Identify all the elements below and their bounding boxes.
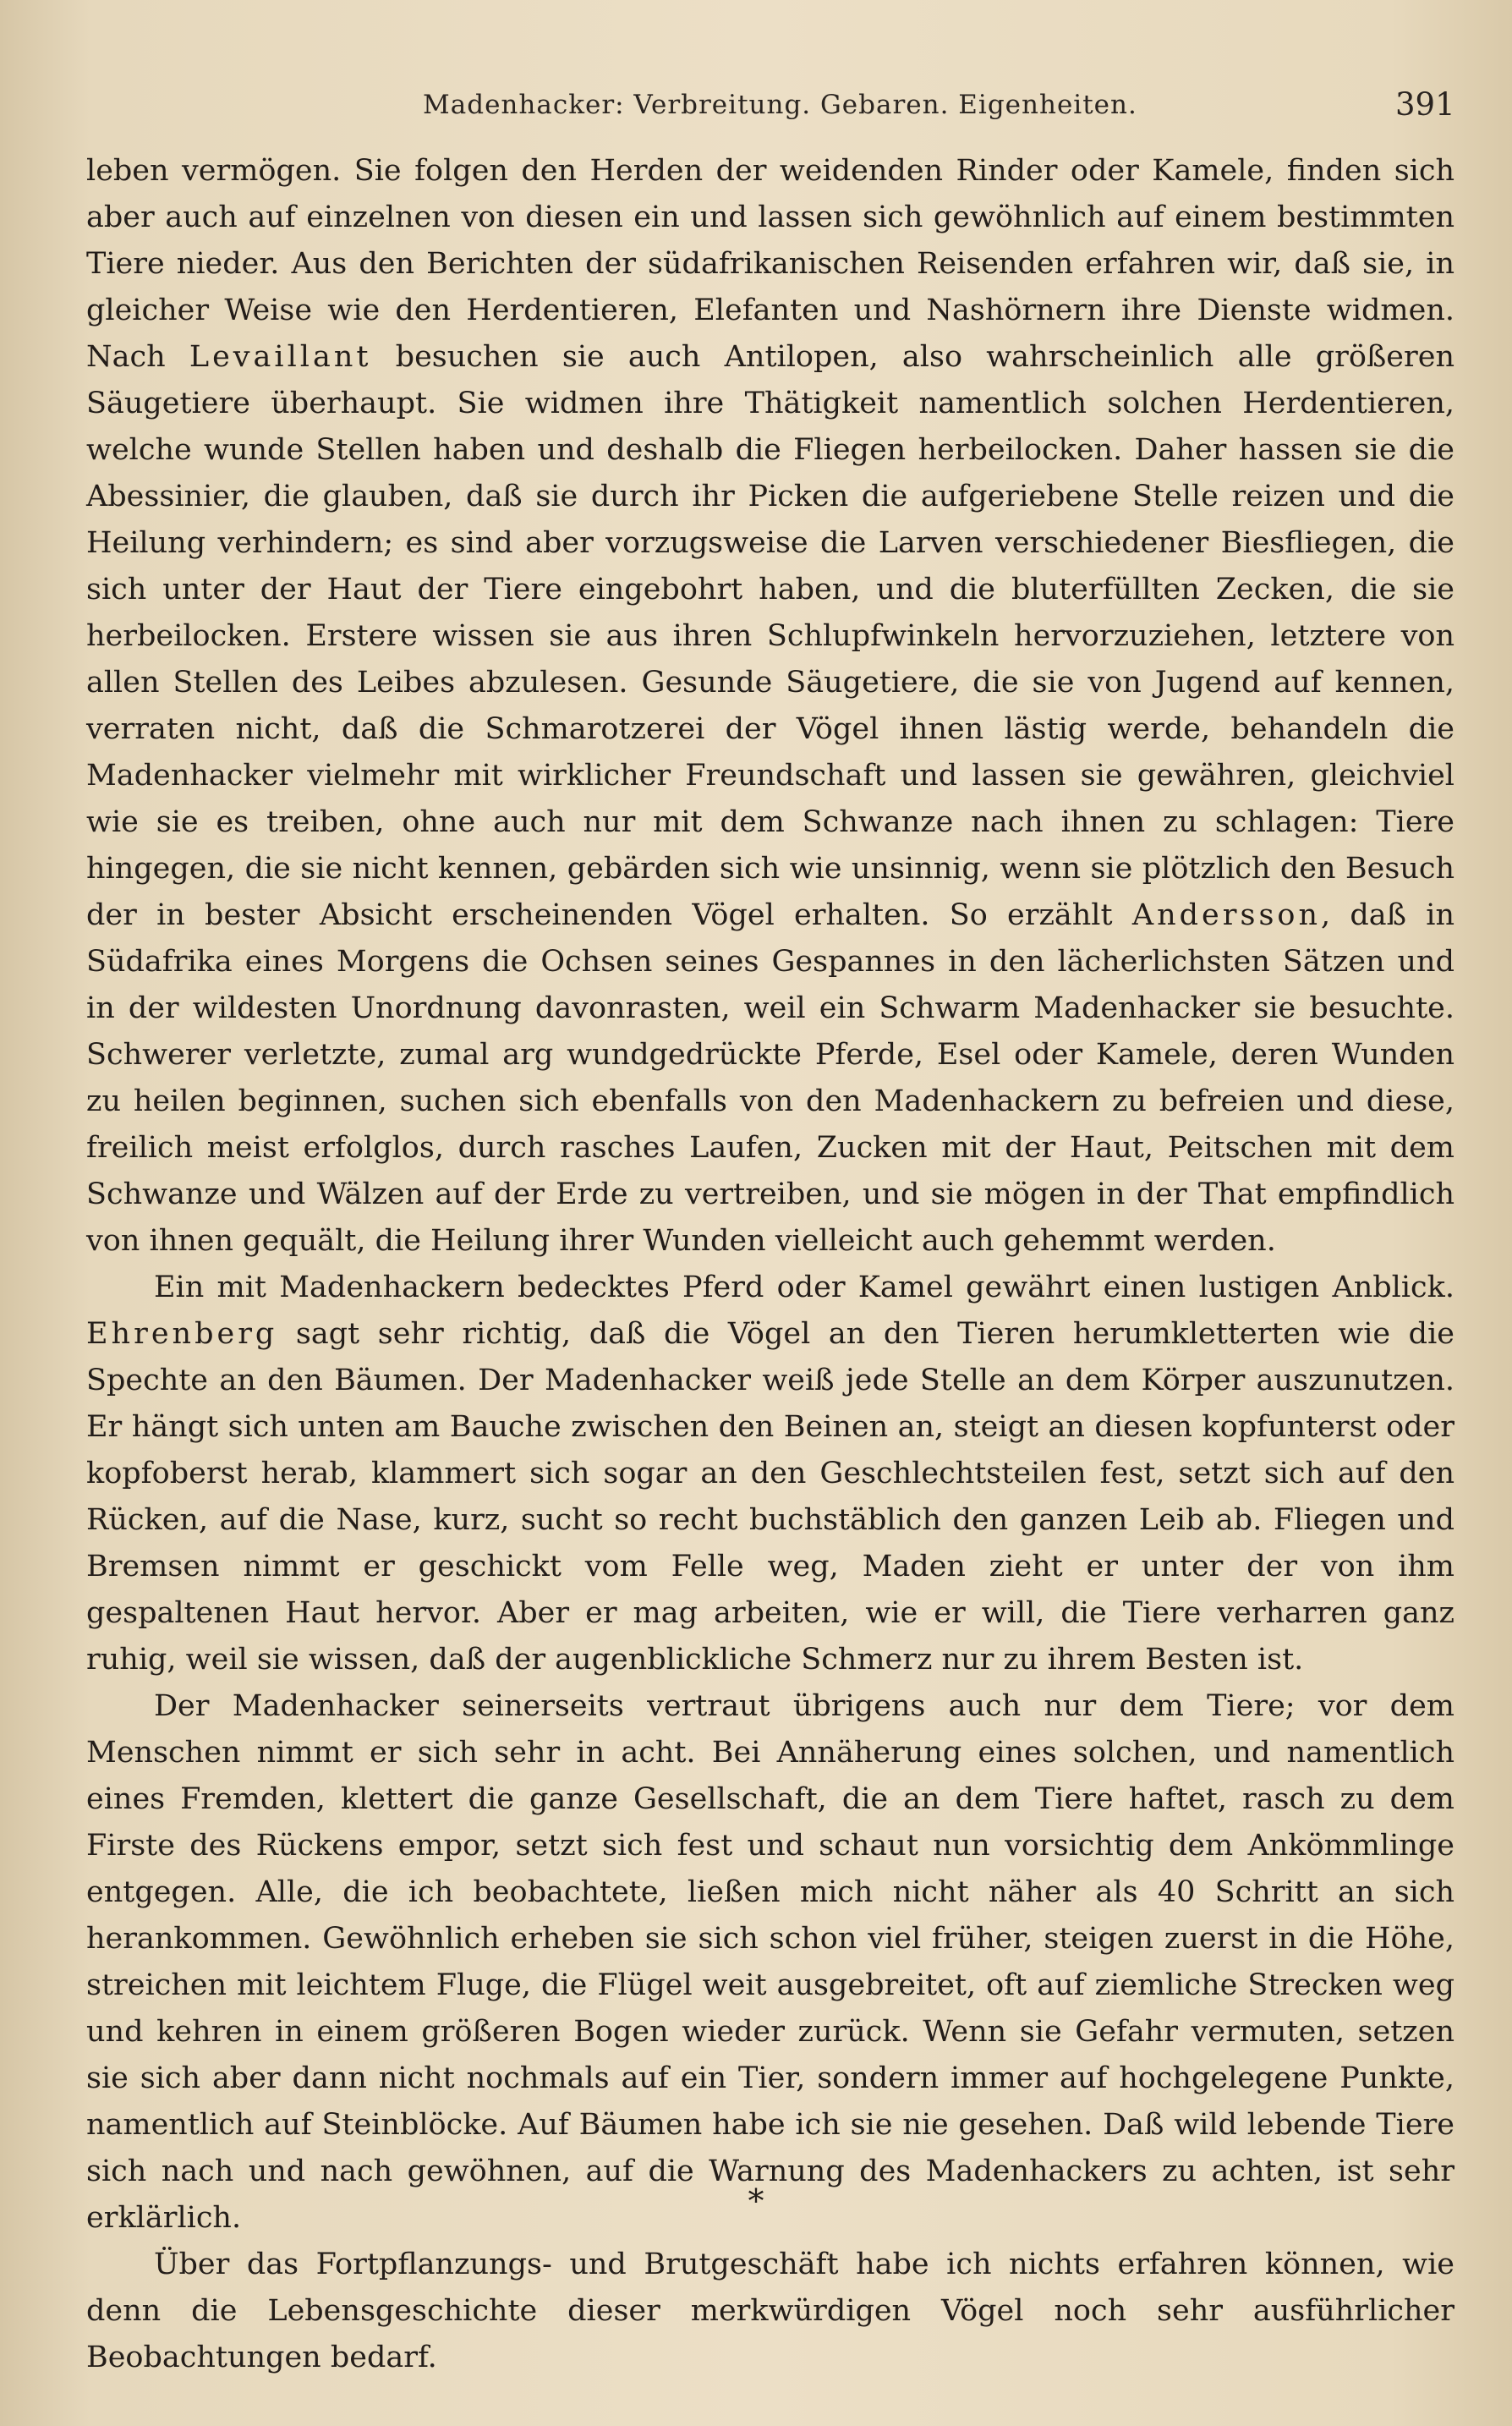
- paragraph-3: [86, 1683, 1454, 2242]
- paragraph-1: [86, 148, 1454, 1265]
- body-text: [86, 148, 1454, 2381]
- author-name-andersson: Andersson: [1131, 898, 1322, 932]
- paragraph-2: [86, 1265, 1454, 1683]
- text-segment: Ein mit Madenhackern bedecktes Pferd oder Kamel gewährt einen lustigen Anblick.: [154, 1271, 1454, 1304]
- running-head: Madenhacker: Verbreitung. Gebaren. Eigenheiten.: [423, 90, 1137, 120]
- text-segment: leben vermögen. Sie folgen den Herden der weidenden Rinder oder Kamele, finden sich aber auch auf einzelnen von diesen ein und lassen sich gewöhnlich auf einem bestimmten Tiere nieder. Aus den Berichten der südafrikanischen Reisenden erfahren wir, daß sie, in gleicher Weise wie den Herdentieren, Elefanten und Nashörnern ihre Dienste widmen. Nach: [86, 154, 1454, 374]
- text-segment: besuchen sie auch Antilopen, also wahrscheinlich alle größeren Säugetiere überhaupt. Sie widmen ihre Thätigkeit namentlich solchen Herdentieren, welche wunde Stellen haben und deshalb die Fliegen herbeilocken. Daher hassen sie die Abessinier, die glauben, daß sie durch ihr Picken die aufgeriebene Stelle reizen und die Heilung verhindern; es sind aber vorzugsweise die Larven verschiedener Biesfliegen, die sich unter der Haut der Tiere eingebohrt haben, und die bluterfüllten Zecken, die sie herbeilocken. Erstere wissen sie aus ihren Schlupfwinkeln hervorzuziehen, letztere von allen Stellen des Leibes abzulesen. Gesunde Säugetiere, die sie von Jugend auf kennen, verraten nicht, daß die Schmarotzerei der Vögel ihnen lästig werde, behandeln die Madenhacker vielmehr mit wirklicher Freundschaft und lassen sie gewähren, gleichviel wie sie es treiben, ohne auch nur mit dem Schwanze nach ihnen zu schlagen: Tiere hingegen, die sie nicht kennen, gebärden sich wie unsinnig, wenn sie plötzlich den Besuch der in bester Absicht erscheinenden Vögel erhalten. So erzählt: [86, 340, 1454, 932]
- author-name-levaillant: Levaillant: [189, 340, 372, 374]
- paragraph-4: [86, 2242, 1454, 2381]
- text-segment: sagt sehr richtig, daß die Vögel an den Tieren herumkletterten wie die Spechte an den Bäumen. Der Madenhacker weiß jede Stelle an dem Körper auszunutzen. Er hängt sich unten am Bauche zwischen den Beinen an, steigt an diesen kopfunterst oder kopfoberst herab, klammert sich sogar an den Geschlechtsteilen fest, setzt sich auf den Rücken, auf die Nase, kurz, sucht so recht buchstäblich den ganzen Leib ab. Fliegen und Bremsen nimmt er geschickt vom Felle weg, Maden zieht er unter der von ihm gespaltenen Haut hervor. Aber er mag arbeiten, wie er will, die Tiere verharren ganz ruhig, weil sie wissen, daß der augenblickliche Schmerz nur zu ihrem Besten ist.: [86, 1317, 1454, 1677]
- text-segment: , daß in Südafrika eines Morgens die Ochsen seines Gespannes in den lächerlichsten Sätzen und in der wildesten Unordnung davonrasten, weil ein Schwarm Madenhacker sie besuchte. Schwerer verletzte, zumal arg wundgedrückte Pferde, Esel oder Kamele, deren Wunden zu heilen beginnen, suchen sich ebenfalls von den Madenhackern zu befreien und diese, freilich meist erfolglos, durch rasches Laufen, Zucken mit der Haut, Peitschen mit dem Schwanze und Wälzen auf der Erde zu vertreiben, und sie mögen in der That empfindlich von ihnen gequält, die Heilung ihrer Wunden vielleicht auch gehemmt werden.: [86, 898, 1455, 1258]
- section-break-asterisk: *: [748, 2182, 764, 2220]
- page-header: [0, 83, 1512, 142]
- page-number: 391: [1395, 86, 1455, 123]
- text-segment: Über das Fortpflanzungs- und Brutgeschäft habe ich nichts erfahren können, wie denn die Lebensgeschichte dieser merkwürdigen Vögel noch sehr ausführlicher Beobachtungen bedarf.: [86, 2248, 1454, 2374]
- text-segment: Der Madenhacker seinerseits vertraut übrigens auch nur dem Tiere; vor dem Menschen nimmt er sich sehr in acht. Bei Annäherung eines solchen, und namentlich eines Fremden, klettert die ganze Gesellschaft, die an dem Tiere haftet, rasch zu dem Firste des Rückens empor, setzt sich fest und schaut nun vorsichtig dem Ankömmlinge entgegen. Alle, die ich beobachtete, ließen mich nicht näher als 40 Schritt an sich herankommen. Gewöhnlich erheben sie sich schon viel früher, steigen zuerst in die Höhe, streichen mit leichtem Fluge, die Flügel weit ausgebreitet, oft auf ziemliche Strecken weg und kehren in einem größeren Bogen wieder zurück. Wenn sie Gefahr vermuten, setzen sie sich aber dann nicht nochmals auf ein Tier, sondern immer auf hochgelegene Punkte, namentlich auf Steinblöcke. Auf Bäumen habe ich sie nie gesehen. Daß wild lebende Tiere sich nach und nach gewöhnen, auf die Warnung des Madenhackers zu achten, ist sehr erklärlich.: [86, 1689, 1454, 2235]
- author-name-ehrenberg: Ehrenberg: [86, 1317, 278, 1351]
